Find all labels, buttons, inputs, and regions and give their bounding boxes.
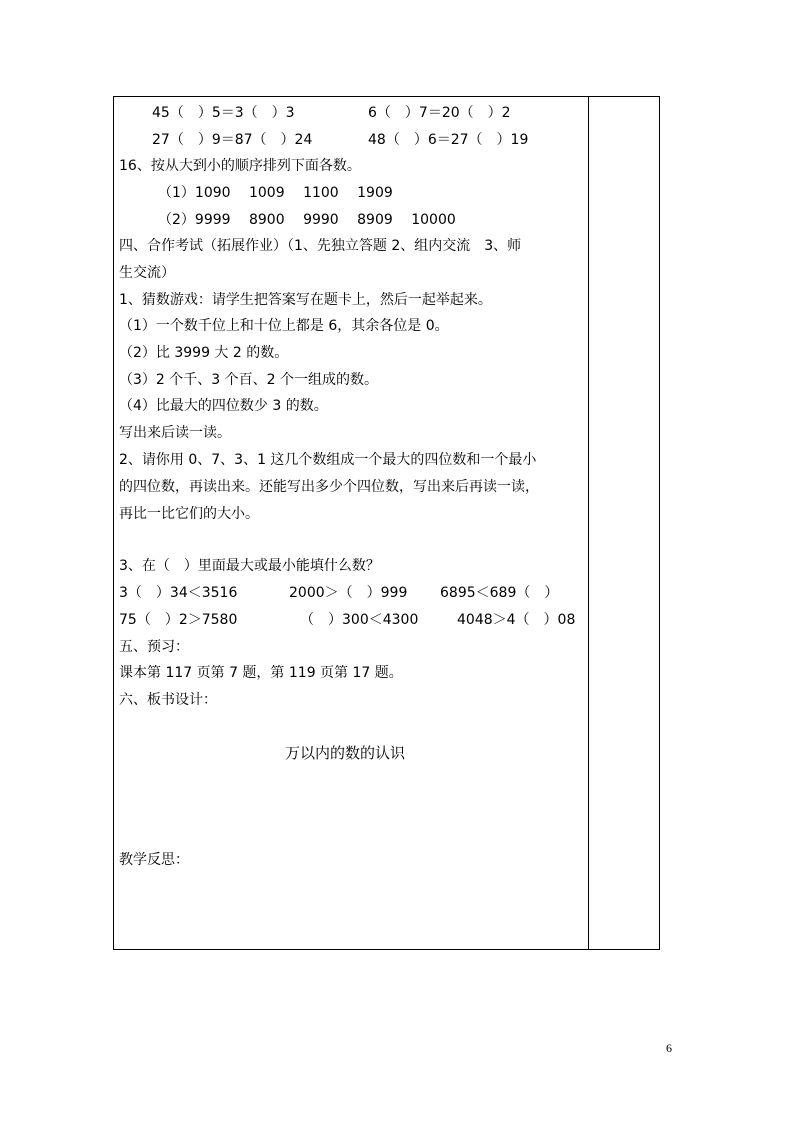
q16-title: 16、按从大到小的顺序排列下面各数。 [119,158,361,174]
task1-title: 1、猜数游戏：请学生把答案写在题卡上，然后一起举起来。 [119,292,492,308]
task3-row2-col2: （ ）300＜4300 [300,612,419,628]
task3-row1-col1: 3（ ）34＜3516 [119,585,238,601]
section4-heading-line2: 生交流） [119,265,175,281]
section6-heading: 六、板书设计： [119,692,217,708]
q16-line2: （2）9999 8900 9990 8909 10000 [158,212,456,228]
task1-after: 写出来后读一读。 [119,425,231,441]
task3-row1-col3: 6895＜689（ ） [440,585,559,601]
task1-item-4: （4）比最大的四位数少 3 的数。 [119,398,328,414]
q16-line1: （1）1090 1009 1100 1909 [158,185,393,201]
exercise-row1-right: 6（ ）7＝20（ ）2 [368,105,511,121]
task1-item-3: （3）2 个千、3 个百、2 个一组成的数。 [119,372,378,388]
page-number: 6 [666,1041,672,1055]
task2-line3: 再比一比它们的大小。 [119,506,259,522]
task1-item-1: （1）一个数千位上和十位上都是 6，其余各位是 0。 [119,318,449,334]
section4-heading-line1: 四、合作考试（拓展作业）（1、先独立答题 2、组内交流 3、师 [119,238,522,254]
task3-row1-col2: 2000＞（ ）999 [289,585,408,601]
section5-content: 课本第 117 页第 7 题，第 119 页第 17 题。 [119,665,403,681]
reflection-label: 教学反思： [119,852,189,868]
section5-heading: 五、预习： [119,639,189,655]
exercise-row2-right: 48（ ）6＝27（ ）19 [368,132,529,148]
task2-line2: 的四位数，再读出来。还能写出多少个四位数，写出来后再读一读， [119,479,539,495]
exercise-row1-left: 45（ ）5＝3（ ）3 [152,105,295,121]
task3-row2-col1: 75（ ）2＞7580 [119,612,238,628]
task2-line1: 2、请你用 0、7、3、1 这几个数组成一个最大的四位数和一个最小 [119,452,537,468]
task3-title: 3、在（ ）里面最大或最小能填什么数？ [119,558,380,574]
task1-item-2: （2）比 3999 大 2 的数。 [119,345,289,361]
task3-row2-col3: 4048＞4（ ）08 [457,612,576,628]
board-design-title: 万以内的数的认识 [285,744,406,762]
table-column-divider [588,96,589,950]
exercise-row2-left: 27（ ）9＝87（ ）24 [152,132,313,148]
